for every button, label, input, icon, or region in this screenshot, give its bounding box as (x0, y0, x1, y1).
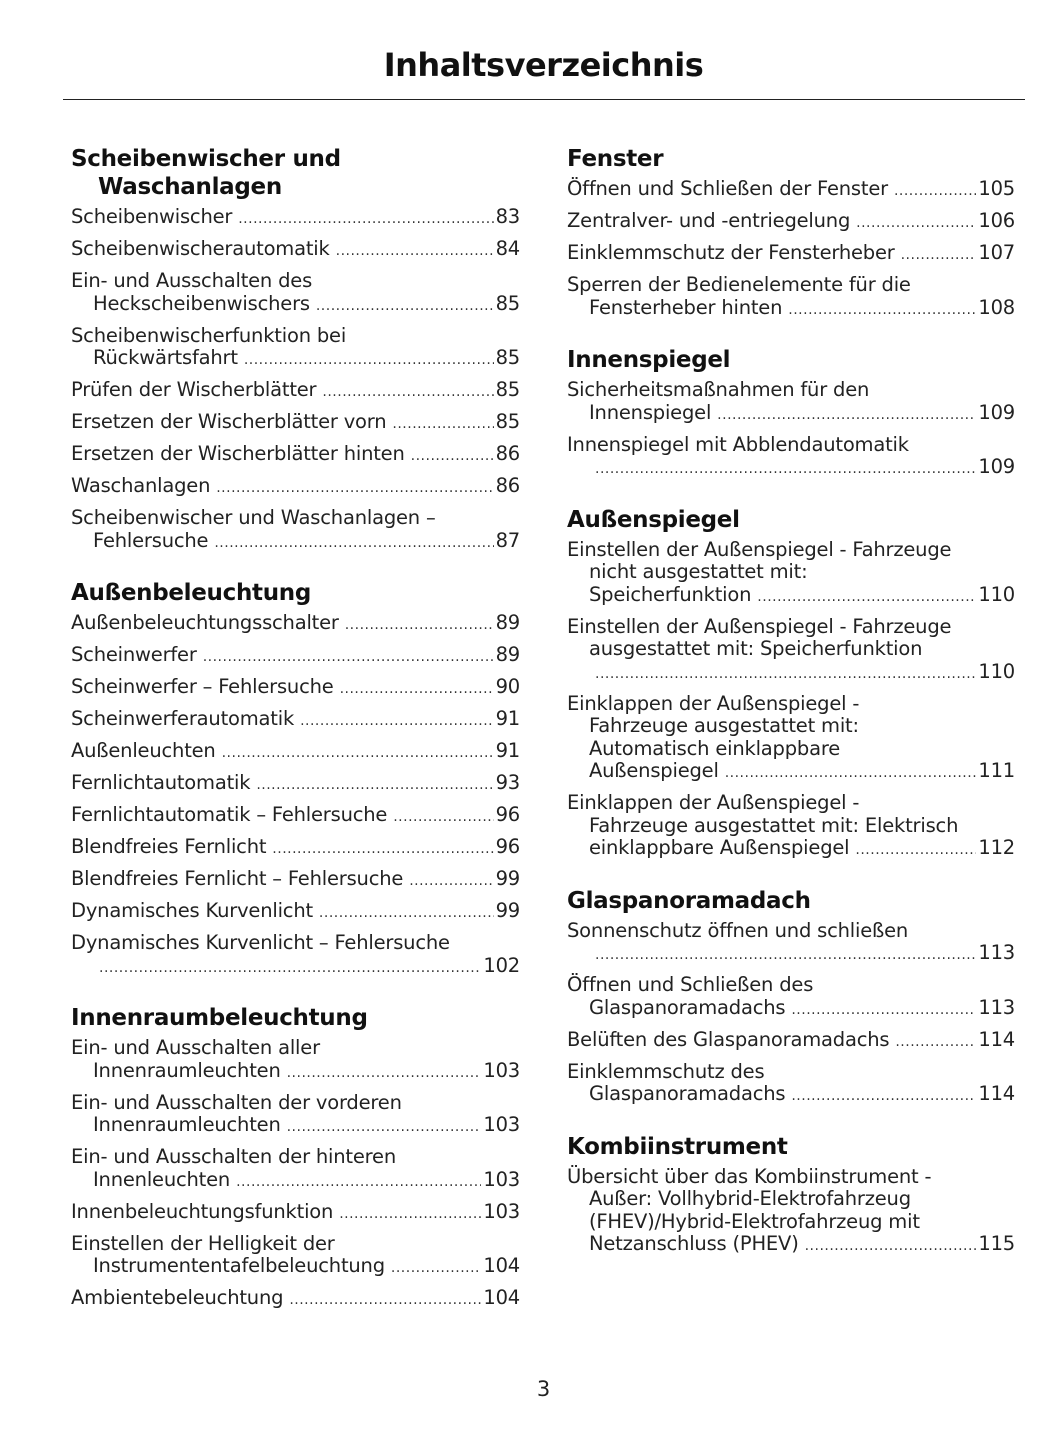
toc-entry[interactable] (567, 616, 1015, 686)
dot-leader (339, 1203, 481, 1226)
dot-leader (725, 762, 977, 785)
entry-page-row (71, 1114, 520, 1139)
entry-label: Innenspiegel (589, 400, 712, 424)
toc-entry[interactable] (71, 507, 520, 554)
toc-entry[interactable] (71, 1092, 520, 1139)
toc-entry[interactable] (71, 238, 520, 263)
dot-leader (392, 413, 493, 436)
dot-leader (595, 944, 976, 967)
entry-page-row (567, 297, 1015, 322)
entry-text-line: Fahrzeuge ausgestattet mit: (589, 714, 859, 737)
entry-page-row (71, 772, 520, 797)
entry-page-row (567, 837, 1015, 862)
toc-entry[interactable] (71, 804, 520, 829)
dot-leader (236, 1171, 481, 1194)
toc-entry[interactable] (567, 693, 1015, 785)
entry-label: Scheinwerfer – Fehlersuche (71, 675, 334, 698)
entry-label: Außenleuchten (71, 739, 216, 762)
toc-entry[interactable] (71, 1201, 520, 1226)
entry-page-number: 105 (978, 177, 1015, 200)
dot-leader (805, 1235, 977, 1258)
entry-page-number: 109 (978, 400, 1015, 424)
dot-leader (244, 349, 494, 372)
entry-page-row (71, 676, 520, 701)
entry-page-row (567, 997, 1015, 1022)
entry-text-line: Einstellen der Außenspiegel - Fahrzeuge (567, 537, 952, 561)
entry-page-number: 108 (978, 295, 1015, 319)
dot-leader (316, 295, 494, 318)
entry-page-number: 85 (495, 410, 520, 433)
toc-entry[interactable] (71, 772, 520, 797)
dot-leader (788, 299, 976, 322)
entry-label: Innenraumleuchten (93, 1058, 281, 1082)
entry-label: Rückwärtsfahrt (93, 346, 238, 369)
toc-entry[interactable] (71, 206, 520, 231)
entry-page-row (71, 612, 520, 637)
entry-label: Blendfreies Fernlicht – Fehlersuche (71, 867, 404, 890)
entry-page-row (71, 708, 520, 733)
entry-label: Ambientebeleuchtung (71, 1286, 284, 1309)
entry-text-line: ausgestattet mit: Speicherfunktion (589, 637, 923, 660)
entry-page-row (71, 411, 520, 436)
toc-entry[interactable] (71, 443, 520, 468)
entry-label: einklappbare Außenspiegel (589, 836, 850, 859)
entry-label: Scheibenwischer (71, 205, 233, 228)
toc-entry[interactable] (567, 242, 1015, 267)
entry-label: Außenbeleuchtungsschalter (71, 611, 339, 634)
entry-page-number: 85 (495, 378, 520, 401)
toc-entry[interactable] (71, 644, 520, 669)
dot-leader (791, 1085, 976, 1108)
entry-text-line: Einklemmschutz des (567, 1059, 765, 1083)
dot-leader (340, 678, 494, 701)
entry-page-number: 99 (495, 899, 520, 922)
entry-page-number: 87 (495, 528, 520, 552)
dot-leader (717, 404, 976, 427)
entry-page-row (567, 1029, 1015, 1054)
entry-label: Ersetzen der Wischerblätter hinten (71, 442, 405, 465)
dot-leader (393, 806, 493, 829)
entry-page-row (71, 293, 520, 318)
toc-section (567, 1133, 1015, 1258)
entry-label: Heckscheibenwischers (93, 291, 310, 315)
toc-entry[interactable] (567, 1029, 1015, 1054)
toc-section (71, 1004, 520, 1312)
entry-page-number: 99 (495, 867, 520, 890)
entry-page-number: 84 (495, 237, 520, 260)
entry-page-number: 109 (978, 455, 1015, 478)
entry-page-number: 103 (483, 1113, 520, 1136)
toc-entry[interactable] (71, 270, 520, 317)
entry-page-row (71, 868, 520, 893)
toc-entry[interactable] (567, 379, 1015, 426)
entry-page-row (71, 900, 520, 925)
dot-leader (345, 614, 494, 637)
toc-entry[interactable] (567, 792, 1015, 862)
entry-label: Scheibenwischerautomatik (71, 237, 330, 260)
dot-leader (409, 870, 493, 893)
entry-page-row (71, 206, 520, 231)
entry-label: Instrumententafelbeleuchtung (93, 1254, 385, 1277)
toc-entry[interactable] (567, 974, 1015, 1021)
entry-page-number: 113 (978, 941, 1015, 964)
entry-page-number: 114 (978, 1027, 1015, 1051)
section-title: Kombiinstrument (567, 1133, 788, 1160)
entry-text-line: Sperren der Bedienelemente für die (567, 273, 911, 296)
toc-entry[interactable] (567, 920, 1015, 967)
toc-entry[interactable] (567, 274, 1015, 321)
entry-page-number: 86 (495, 474, 520, 497)
entry-text-line: Innenspiegel mit Abblendautomatik (567, 432, 909, 456)
section-title: Außenspiegel (567, 506, 740, 533)
entry-page-number: 104 (483, 1286, 520, 1309)
entry-label: Fehlersuche (93, 528, 209, 552)
entry-text-line: Sicherheitsmaßnahmen für den (567, 378, 870, 401)
dot-leader (287, 1062, 482, 1085)
toc-right-column (567, 145, 1015, 1283)
entry-label: Ersetzen der Wischerblätter vorn (71, 410, 387, 433)
toc-entry[interactable] (567, 539, 1015, 609)
entry-page-row (567, 1233, 1015, 1258)
toc-entry[interactable] (71, 1287, 520, 1312)
entry-text-line: Scheibenwischer und Waschanlagen – (71, 506, 436, 529)
dot-leader (289, 1289, 481, 1312)
entry-label: Belüften des Glaspanoramadachs (567, 1027, 890, 1051)
dot-leader (287, 1116, 482, 1139)
entry-page-row (567, 1083, 1015, 1108)
dot-leader (214, 532, 493, 555)
entry-page-number: 102 (483, 953, 520, 977)
title-divider (63, 99, 1025, 100)
entry-page-row (71, 475, 520, 500)
entry-page-number: 89 (495, 611, 520, 634)
entry-label: Öffnen und Schließen der Fenster (567, 177, 888, 200)
entry-label: Einklemmschutz der Fensterheber (567, 241, 895, 264)
dot-leader (791, 999, 976, 1022)
entry-label: Netzanschluss (PHEV) (589, 1232, 799, 1255)
entry-page-number: 112 (978, 836, 1015, 859)
entry-text-line: Fahrzeuge ausgestattet mit: Elektrisch (589, 813, 959, 837)
entry-page-number: 93 (495, 771, 520, 794)
toc-entry[interactable] (71, 676, 520, 701)
entry-label: Glaspanoramadachs (589, 1082, 786, 1105)
toc-section (567, 346, 1015, 481)
dot-leader (757, 586, 976, 609)
entry-page-row (71, 1255, 520, 1280)
dot-leader (336, 240, 494, 263)
toc-entry[interactable] (71, 1037, 520, 1084)
entry-page-number: 113 (978, 995, 1015, 1019)
toc-entry[interactable] (71, 1146, 520, 1193)
entry-text-line: Ein- und Ausschalten des (71, 269, 313, 292)
entry-page-row (71, 955, 520, 980)
entry-page-row (71, 443, 520, 468)
entry-page-number: 103 (483, 1058, 520, 1082)
entry-page-row (567, 210, 1015, 235)
entry-page-row (567, 661, 1015, 686)
toc-section (567, 887, 1015, 1108)
entry-label: Zentralver- und -entriegelung (567, 209, 851, 232)
toc-entry[interactable] (567, 434, 1015, 481)
entry-page-row (71, 1169, 520, 1194)
dot-leader (894, 180, 976, 203)
toc-entry[interactable] (567, 1166, 1015, 1258)
toc-entry[interactable] (71, 1233, 520, 1280)
dot-leader (855, 839, 976, 862)
entry-page-row (71, 644, 520, 669)
dot-leader (216, 477, 493, 500)
entry-page-row (71, 238, 520, 263)
toc-entry[interactable] (71, 475, 520, 500)
entry-text-line: Ein- und Ausschalten der vorderen (71, 1090, 402, 1114)
toc-entry[interactable] (71, 379, 520, 404)
entry-page-number: 111 (978, 759, 1015, 782)
dot-leader (895, 1031, 976, 1054)
entry-label: Scheinwerferautomatik (71, 707, 295, 730)
toc-entry[interactable] (71, 740, 520, 765)
entry-label: Innenraumleuchten (93, 1113, 281, 1136)
toc-section (71, 145, 520, 554)
entry-label: Innenbeleuchtungsfunktion (71, 1199, 334, 1223)
entry-page-number: 91 (495, 707, 520, 730)
toc-entry[interactable] (567, 178, 1015, 203)
entry-page-row (71, 1060, 520, 1085)
section-title: Fenster (567, 146, 664, 172)
entry-page-row (71, 836, 520, 861)
toc-entry[interactable] (71, 325, 520, 372)
toc-section (567, 145, 1015, 321)
dot-leader (272, 838, 493, 861)
entry-label: Fernlichtautomatik (71, 771, 251, 794)
dot-leader (595, 458, 976, 481)
entry-page-number: 89 (495, 643, 520, 666)
toc-entry[interactable] (71, 900, 520, 925)
page-title: Inhaltsverzeichnis (383, 46, 704, 84)
section-title: Innenraumbeleuchtung (71, 1005, 368, 1031)
entry-text-line: Außer: Vollhybrid-Elektrofahrzeug (589, 1187, 911, 1210)
entry-label: Prüfen der Wischerblätter (71, 378, 317, 401)
dot-leader (222, 742, 494, 765)
entry-page-number: 107 (978, 241, 1015, 264)
entry-page-row (71, 804, 520, 829)
dot-leader (901, 244, 977, 267)
entry-page-number: 86 (495, 442, 520, 465)
entry-page-row (71, 379, 520, 404)
entry-text-line: Einklappen der Außenspiegel - (567, 791, 860, 814)
entry-text-line: Einstellen der Außenspiegel - Fahrzeuge (567, 614, 952, 638)
entry-page-row (567, 942, 1015, 967)
entry-text-line: Dynamisches Kurvenlicht – Fehlersuche (71, 931, 450, 954)
entry-page-row (567, 584, 1015, 609)
section-title: Innenspiegel (567, 347, 731, 373)
entry-page-row (71, 347, 520, 372)
toc-left-column (71, 145, 520, 1337)
dot-leader (411, 445, 494, 468)
entry-text-line: Ein- und Ausschalten aller (71, 1036, 320, 1059)
dot-leader (319, 902, 494, 925)
entry-page-number: 96 (495, 803, 520, 826)
toc-entry[interactable] (567, 210, 1015, 235)
entry-page-number: 106 (978, 209, 1015, 232)
entry-page-row (567, 178, 1015, 203)
entry-page-number: 104 (483, 1254, 520, 1277)
entry-label: Blendfreies Fernlicht (71, 835, 267, 858)
entry-label: Außenspiegel (589, 759, 719, 782)
entry-label: Scheinwerfer (71, 643, 197, 666)
entry-page-number: 85 (495, 346, 520, 369)
entry-text-line: Scheibenwischerfunktion bei (71, 323, 347, 347)
entry-page-number: 91 (495, 739, 520, 762)
entry-text-line: Übersicht über das Kombiinstrument - (567, 1164, 932, 1188)
entry-page-number: 103 (483, 1167, 520, 1191)
entry-page-number: 85 (495, 291, 520, 315)
toc-entry[interactable] (71, 708, 520, 733)
entry-page-row (71, 1287, 520, 1312)
entry-page-row (71, 530, 520, 555)
entry-text-line: nicht ausgestattet mit: (589, 560, 808, 583)
entry-text-line: Ein- und Ausschalten der hinteren (71, 1145, 397, 1168)
entry-page-number: 114 (978, 1082, 1015, 1105)
toc-entry[interactable] (71, 411, 520, 436)
entry-label: Dynamisches Kurvenlicht (71, 899, 313, 922)
entry-label: Speicherfunktion (589, 582, 752, 606)
entry-label: Glaspanoramadachs (589, 995, 786, 1019)
toc-entry[interactable] (71, 836, 520, 861)
toc-section (567, 506, 1015, 862)
dot-leader (595, 663, 976, 686)
dot-leader (300, 710, 494, 733)
toc-entry[interactable] (567, 1061, 1015, 1108)
entry-page-number: 115 (978, 1232, 1015, 1255)
entry-text-line: (FHEV)/Hybrid-Elektrofahrzeug mit (589, 1209, 920, 1233)
entry-page-row (567, 242, 1015, 267)
entry-page-number: 96 (495, 835, 520, 858)
toc-entry[interactable] (71, 868, 520, 893)
entry-page-number: 83 (495, 205, 520, 228)
dot-leader (856, 212, 976, 235)
dot-leader (203, 646, 494, 669)
entry-page-number: 110 (978, 582, 1015, 606)
entry-label: Fensterheber hinten (589, 295, 783, 319)
page-number: 3 (536, 1377, 551, 1401)
entry-page-row (567, 402, 1015, 427)
entry-text-line: Sonnenschutz öffnen und schließen (567, 918, 909, 942)
dot-leader (322, 381, 493, 404)
entry-page-row (567, 760, 1015, 785)
dot-leader (99, 957, 481, 980)
entry-page-row (71, 740, 520, 765)
entry-label: Innenleuchten (93, 1167, 231, 1191)
toc-entry[interactable] (71, 612, 520, 637)
section-title: Außenbeleuchtung (71, 580, 312, 606)
dot-leader (256, 774, 493, 797)
section-title: Glaspanoramadach (567, 887, 811, 914)
entry-text-line: Automatisch einklappbare (589, 736, 841, 760)
entry-page-number: 110 (978, 659, 1015, 683)
entry-page-number: 90 (495, 675, 520, 698)
section-title: Scheibenwischer und Waschanlagen (71, 146, 341, 200)
toc-entry[interactable] (71, 932, 520, 979)
entry-text-line: Öffnen und Schließen des (567, 973, 814, 996)
entry-page-row (567, 456, 1015, 481)
entry-page-row (71, 1201, 520, 1226)
dot-leader (391, 1257, 481, 1280)
entry-label: Fernlichtautomatik – Fehlersuche (71, 803, 388, 826)
entry-page-number: 103 (483, 1199, 520, 1223)
entry-text-line: Einklappen der Außenspiegel - (567, 691, 860, 715)
dot-leader (238, 208, 493, 231)
entry-label: Waschanlagen (71, 474, 211, 497)
toc-section (71, 579, 520, 979)
entry-text-line: Einstellen der Helligkeit der (71, 1231, 335, 1255)
